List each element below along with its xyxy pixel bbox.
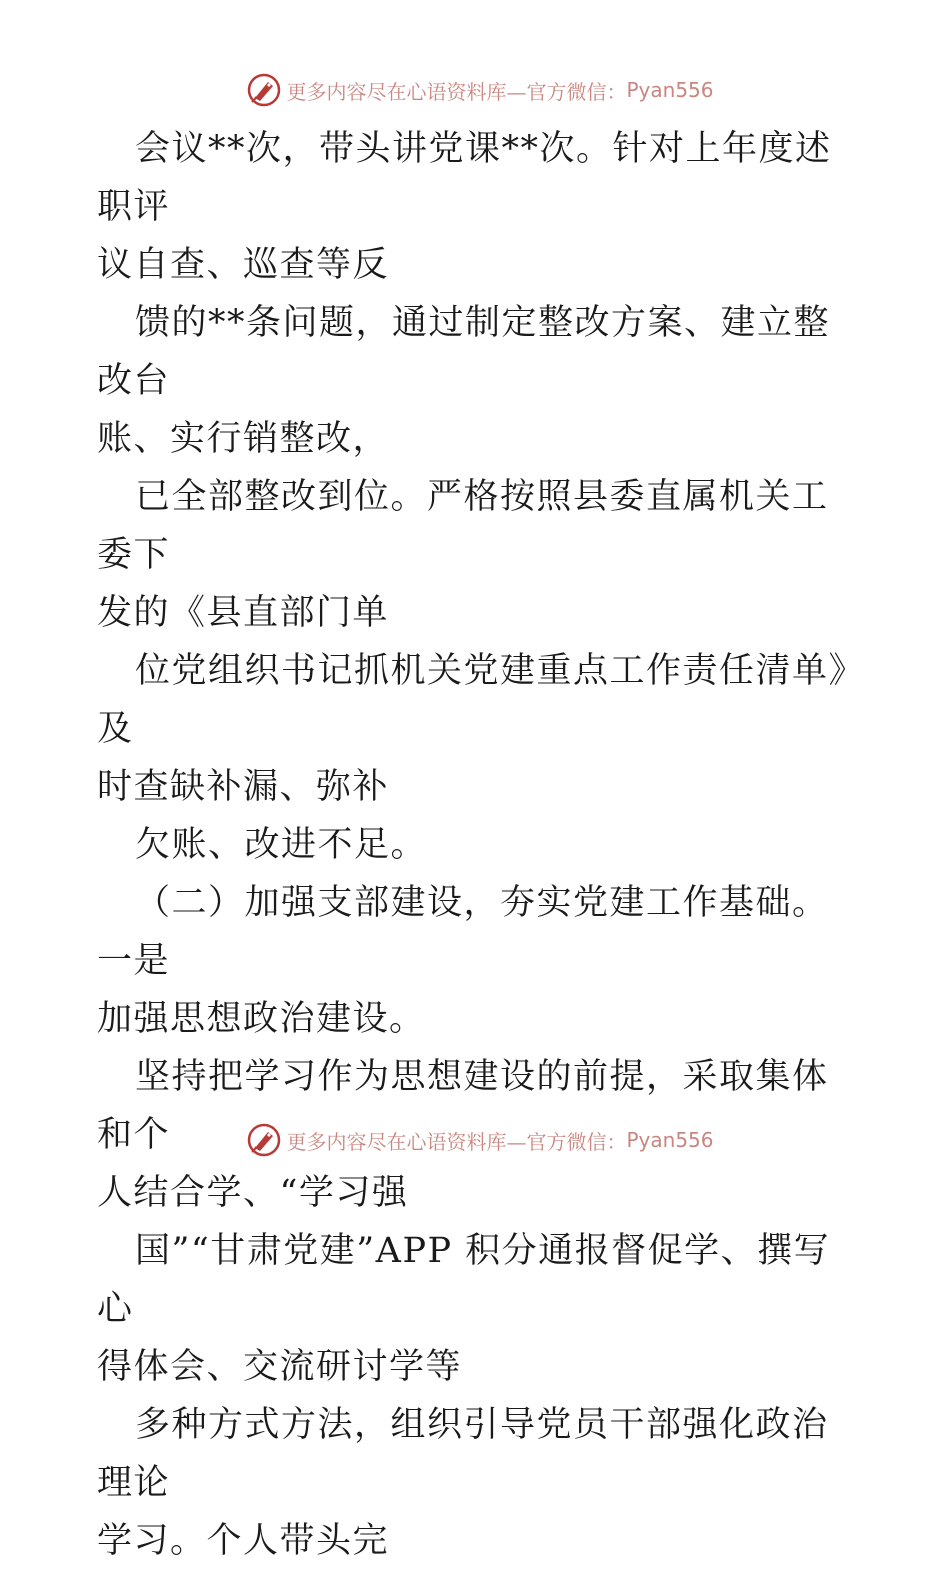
text-line: 加强思想政治建设。 (97, 999, 426, 1039)
paragraph-2 (97, 294, 857, 468)
text-line: 多种方式方法，组织引导党员干部强化政治理论 (97, 1405, 829, 1503)
paragraph-6 (97, 874, 857, 1048)
text-line: 位党组织书记抓机关党建重点工作责任清单》及 (97, 651, 848, 749)
pen-nib-logo-icon (246, 72, 282, 108)
header-watermark (0, 70, 950, 110)
paragraph-3 (97, 468, 857, 642)
text-line: 已全部整改到位。严格按照县委直属机关工委下 (97, 477, 829, 575)
text-line: 账、实行销整改， (97, 419, 390, 459)
header-watermark-id: Pyan556 (626, 78, 714, 102)
pen-nib-logo-icon (246, 1122, 282, 1158)
footer-watermark-inner (246, 1122, 713, 1158)
text-line: 欠账、改进不足。 (135, 825, 428, 865)
text-line: 国”“甘肃党建”APP 积分通报督促学、撰写心 (97, 1231, 831, 1329)
paragraph-1 (97, 120, 857, 294)
document-body (97, 120, 857, 1570)
text-line: 会议**次，带头讲党课**次。针对上年度述职评 (97, 129, 832, 227)
text-line: 发的《县直部门单 (97, 593, 390, 633)
header-watermark-inner (246, 72, 713, 108)
footer-watermark-id: Pyan556 (626, 1128, 714, 1152)
text-line: 学习。个人带头完 (97, 1521, 390, 1561)
paragraph-9 (97, 1396, 857, 1570)
text-line: 时查缺补漏、弥补 (97, 767, 390, 807)
text-line: 坚持把学习作为思想建设的前提，采取集体和个 (97, 1057, 829, 1155)
text-line: 议自查、巡查等反 (97, 245, 390, 285)
paragraph-4 (97, 642, 857, 816)
text-line: （二）加强支部建设，夯实党建工作基础。一是 (97, 883, 829, 981)
text-line: 得体会、交流研讨学等 (97, 1347, 463, 1387)
footer-watermark-text: 更多内容尽在心语资料库—官方微信： (286, 1129, 627, 1154)
text-line: 馈的**条问题，通过制定整改方案、建立整改台 (97, 303, 831, 401)
paragraph-5 (97, 816, 857, 874)
header-watermark-text: 更多内容尽在心语资料库—官方微信： (286, 79, 627, 104)
footer-watermark (0, 1120, 950, 1160)
text-line: 人结合学、“学习强 (97, 1173, 409, 1213)
paragraph-8 (97, 1222, 857, 1396)
